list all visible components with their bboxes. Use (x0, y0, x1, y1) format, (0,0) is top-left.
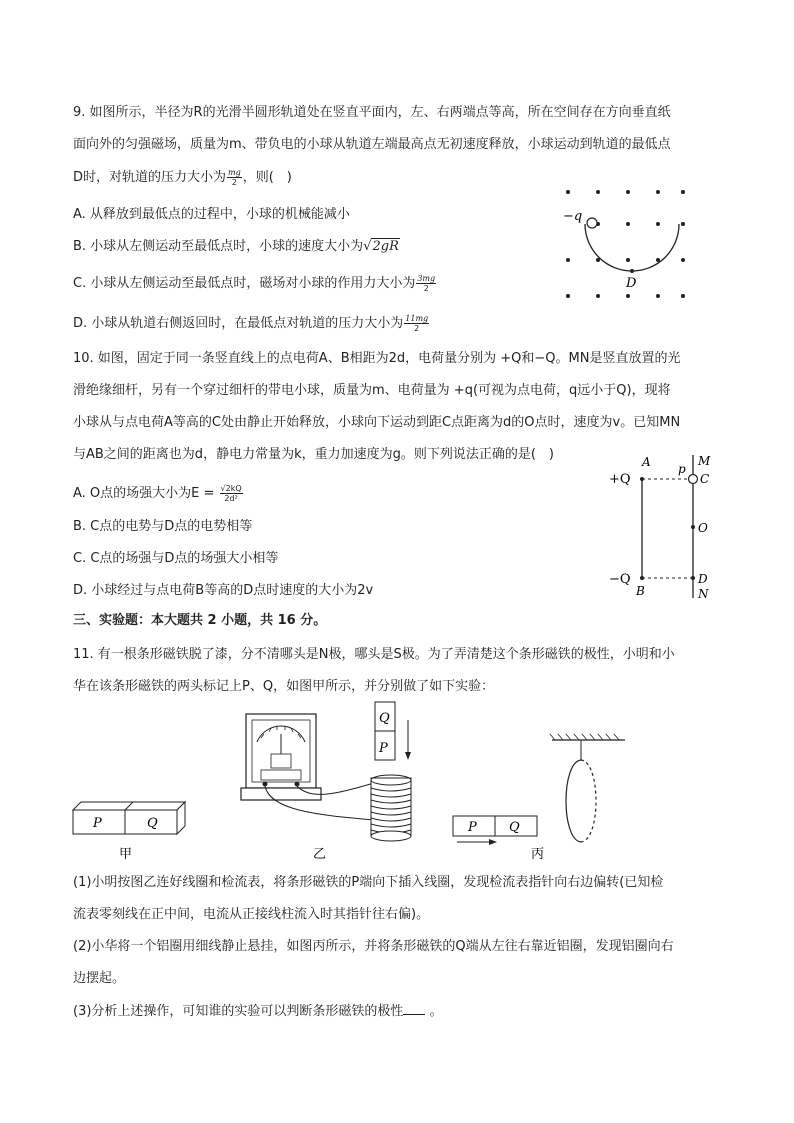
q9-line-2: 面向外的匀强磁场，质量为m、带负电的小球从轨道左端最高点无初速度释放，小球运动到轨道的最低点 (73, 137, 671, 152)
figure-jia-magnet (73, 802, 185, 862)
svg-text:O: O (698, 521, 708, 535)
svg-text:+Q: +Q (609, 472, 631, 487)
svg-text:Q: Q (379, 711, 390, 726)
q10-option-b: B. C点的电势与D点的电势相等 (73, 519, 253, 534)
q9-option-d: D. 小球从轨道右侧返回时，在最低点对轨道的压力大小为 $\frac{11mg}{2}$ (73, 314, 429, 333)
svg-text:A: A (642, 455, 651, 469)
lowest-point-d (630, 269, 634, 273)
q10-line-4: 与AB之间的距离也为d，静电力常量为k，重力加速度为g。则下列说法正确的是( ) (73, 447, 554, 462)
q11-part2-line-2: 边摆起。 (73, 971, 126, 986)
svg-text:甲: 甲 (119, 847, 133, 862)
semicircle-track (585, 224, 679, 271)
svg-text:M: M (698, 454, 711, 468)
point-o (691, 525, 695, 529)
figure-bing-ring (453, 734, 625, 862)
q11-part1-line-2: 流表零刻线在正中间，电流从正接线柱流入时其指针往右偏)。 (73, 907, 430, 922)
point-d (691, 576, 695, 580)
q10-line-2: 滑绝缘细杆，另有一个穿过细杆的带电小球，质量为m、电荷量为 +q(可视为点电荷，q远小于Q)，现将 (73, 383, 671, 398)
svg-text:B: B (636, 584, 645, 598)
q10-option-c: C. C点的场强与D点的场强大小相等 (73, 551, 279, 566)
svg-text:−q: −q (563, 209, 583, 224)
q9-option-a: A. 从释放到最低点的过程中，小球的机械能减小 (73, 207, 350, 222)
charged-ball (587, 218, 597, 228)
svg-text:C: C (700, 472, 710, 486)
svg-text:Q: Q (147, 816, 158, 831)
svg-text:−Q: −Q (609, 572, 631, 587)
q11-experiment-figures (65, 700, 645, 865)
svg-text:P: P (93, 816, 102, 831)
q9-fraction: $\frac{mg}{2}$ (228, 168, 241, 187)
q11-part2-line-1: (2)小华将一个铝圈用细线静止悬挂，如图丙所示，并将条形磁铁的Q端从左往右靠近铝圈，发现铝圈向右 (73, 939, 674, 954)
q10-line-3: 小球从与点电荷A等高的C处由静止开始释放，小球向下运动到距C点距离为d的O点时，速度为v。已知MN (73, 415, 681, 430)
q11-line-2: 华在该条形磁铁的两头标记上P、Q，如图甲所示，并分别做了如下实验： (73, 679, 495, 694)
svg-text:P: P (468, 820, 477, 835)
charge-b (640, 576, 644, 580)
section-heading: 三、实验题：本大题共 2 小题，共 16 分。 (73, 613, 327, 628)
q9-magnetic-field-figure (555, 180, 695, 305)
q10-option-d: D. 小球经过与点电荷B等高的D点时速度的大小为2v (73, 583, 374, 598)
q10-charges-figure (605, 450, 720, 605)
svg-text:P: P (379, 741, 388, 756)
q11-part3: (3)分析上述操作，可知谁的实验可以判断条形磁铁的极性 。 (73, 1004, 443, 1019)
q9-line-1: 9. 如图所示，半径为R的光滑半圆形轨道处在竖直平面内，左、右两端点等高，所在空间存在方向垂直纸 (73, 105, 671, 120)
charge-a (640, 477, 644, 481)
q11-part1-line-1: (1)小明按图乙连好线圈和检流表，将条形磁铁的P端向下插入线圈，发现检流表指针向右边偏转(已知检 (73, 875, 664, 890)
svg-text:Q: Q (509, 820, 520, 835)
q11-line-1: 11. 有一根条形磁铁脱了漆，分不清哪头是N极，哪头是S极。为了弄清楚这个条形磁铁的极性，小明和小 (73, 647, 675, 662)
svg-text:D: D (698, 572, 708, 586)
q10-line-1: 10. 如图，固定于同一条竖直线上的点电荷A、B相距为2d，电荷量分别为 +Q和−Q。MN是竖直放置的光 (73, 351, 681, 366)
q10-option-a: A. O点的场强大小为E = $\frac{√2kQ}{\text{2d²}}$ (73, 484, 242, 503)
sqrt-expression: √2gR (363, 239, 399, 254)
answer-blank[interactable] (403, 1002, 425, 1015)
figure-yi-galvanometer (241, 702, 411, 862)
svg-text:D: D (626, 276, 637, 291)
svg-text:丙: 丙 (531, 847, 545, 862)
svg-text:乙: 乙 (313, 847, 327, 862)
svg-text:p: p (678, 462, 686, 476)
q9-option-c: C. 小球从左侧运动至最低点时，磁场对小球的作用力大小为 $\frac{3mg}{2}$ (73, 274, 436, 293)
svg-text:N: N (698, 587, 709, 601)
ball-at-c (689, 475, 698, 484)
q9-option-b: B. 小球从左侧运动至最低点时，小球的速度大小为√2gR (73, 239, 399, 254)
q9-line-3: D时，对轨道的压力大小为 $\frac{mg}{2}$ ，则( ) (73, 168, 292, 187)
